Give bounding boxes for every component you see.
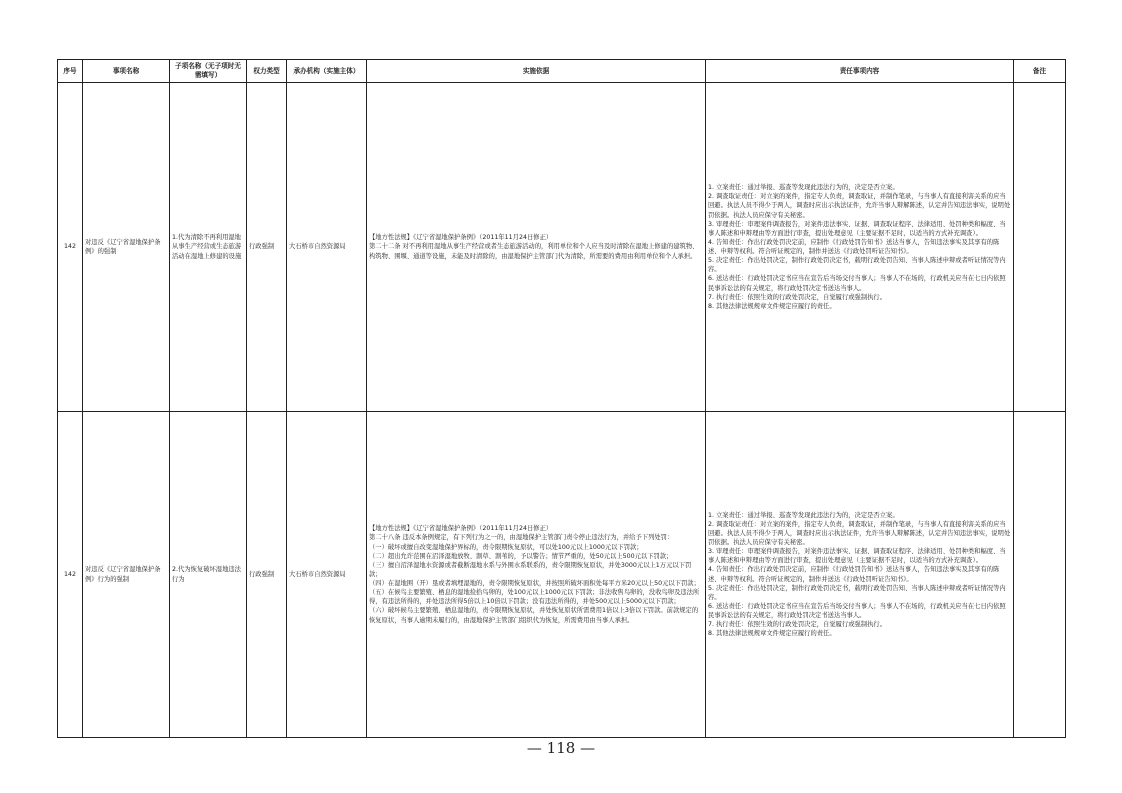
duty-line: 7. 执行责任：依照生效的行政处罚决定，自觉履行或强制执行。	[708, 293, 887, 301]
basis-line: （二）超出允许范围在沼泽湿地放牧、割草、割苇的，予以警告；情节严重的，处50元以上500元以下罚款；	[369, 552, 673, 560]
duty-cell	[706, 412, 1014, 738]
basis-line: （四）在湿地围（开）垦或者填埋湿地的，责令限期恢复原状，并按照所破坏面积处每平方米20元以上50元以下罚款；	[369, 580, 700, 588]
power-type-cell: 行政强制	[247, 412, 287, 738]
basis-title: 【地方性法规】《辽宁省湿地保护条例》（2011年11月24日修正）	[369, 525, 553, 533]
basis-line: （五）在候鸟主要繁殖、栖息的湿地捡拾鸟卵的，处100元以上1000元以下罚款；非法收售鸟卵的，没收鸟卵及违法所得，有违法所得的，并处违法所得5倍以上10倍以下罚款；没有违法所得的，并处500元以上5000元以下罚款；	[369, 589, 700, 606]
duty-line: 4. 告知责任：作出行政处罚决定前，应制作《行政处罚告知书》送达当事人，告知违法事实及其享有的陈述、申辩等权利。符合听证规定的，制作并送达《行政处罚听证告知书》。	[708, 238, 1000, 255]
header-basis: 实施依据	[367, 60, 706, 83]
page-number: — 118 —	[526, 739, 596, 757]
duty-line: 6. 送达责任：行政处罚决定书应当在宣告后当场交付当事人；当事人不在场的，行政机关应当在七日内依照民事诉讼法的有关规定，将行政处罚决定书送达当事人。	[708, 275, 1006, 292]
duty-line: 1. 立案责任：通过举报、巡查等发现此违法行为的，决定是否立案。	[708, 184, 899, 192]
duty-line: 3. 审理责任：审理案件调查报告，对案件违法事实、证据、调查取证程序、法律适用、处罚种类和幅度、当事人陈述和申辩理由等方面进行审查，提出处理意见（主要证据不足时，以适当的方式补充调查）。	[708, 548, 1006, 565]
table-row	[58, 412, 1066, 738]
table-header-row	[58, 60, 1066, 83]
header-remark: 备注	[1014, 60, 1066, 83]
basis-line: （三）擅自沼泽湿地水资源或者截断湿地水系与外围水系联系的，责令限期恢复原状，并处3000元以上1万元以下罚款；	[369, 561, 692, 578]
header-item-name: 事项名称	[83, 60, 170, 83]
duty-line: 2. 调查取证责任：对立案的案件，指定专人负责，调查取证，并制作笔录，与当事人有直接利害关系的应当回避。执法人员不得少于两人，调查时应出示执法证件，允许当事人辩解陈述，认定并告知违法事实，说明处罚依据。执法人员应保守有关秘密。	[708, 193, 1011, 219]
header-sub-item: 子项名称（无子项时无需填写）	[170, 60, 247, 83]
duty-line: 3. 审理责任：审理案件调查报告，对案件违法事实、证据、调查取证程序、法律适用、处罚种类和幅度、当事人陈述和申辩理由等方面进行审查，提出处理意见（主要证据不足时，以适当的方式补充调查）。	[708, 220, 1006, 237]
duty-line: 8. 其他法律法规规章文件规定应履行的责任。	[708, 302, 836, 310]
table-row	[58, 83, 1066, 412]
header-seq: 序号	[58, 60, 83, 83]
basis-cell	[367, 83, 706, 412]
duty-line: 7. 执行责任：依照生效的行政处罚决定，自觉履行或强制执行。	[708, 621, 887, 629]
basis-line: 第二十二条 对不再利用湿地从事生产经营或者生态旅游活动的，利用单位和个人应当及时清除在湿地上修建的建筑物、构筑物、围堰、通道等设施，未能及时清除的，由湿地保护主管部门代为清除，所需要的费用由利用单位和个人承担。	[369, 243, 699, 260]
basis-line: （六）破坏候鸟主要繁殖、栖息湿地的，责令限期恢复原状，并处恢复原状所需费用1倍以上3倍以下罚款。前款规定的恢复原状，当事人逾期未履行的，由湿地保护主管部门组织代为恢复，所需费用由当事人承担。	[369, 607, 699, 624]
duty-line: 2. 调查取证责任：对立案的案件，指定专人负责，调查取证，并制作笔录，与当事人有直接利害关系的应当回避。执法人员不得少于两人，调查时应出示执法证件，允许当事人辩解陈述，认定并告知违法事实，说明处罚依据。执法人员应保守有关秘密。	[708, 520, 1011, 546]
header-power-type: 权力类型	[247, 60, 287, 83]
duty-line: 4. 告知责任：作出行政处罚决定前，应制作《行政处罚告知书》送达当事人，告知违法事实及其享有的陈述、申辩等权利。符合听证规定的，制作并送达《行政处罚听证告知书》。	[708, 566, 1000, 583]
duty-line: 1. 立案责任：通过举报、巡查等发现此违法行为的，决定是否立案。	[708, 511, 899, 519]
item-name-cell: 对违反《辽宁省湿地保护条例》行为的强制	[83, 412, 170, 738]
duty-line: 5. 决定责任：作出处罚决定，制作行政处罚决定书，载明行政处罚告知、当事人陈述申辩或者听证情况等内容。	[708, 257, 1006, 274]
basis-line: 第二十八条 违反本条例规定，有下列行为之一的，由湿地保护主管部门责令停止违法行为，并给予下列处罚：	[369, 534, 674, 542]
agency-cell: 大石桥市自然资源局	[287, 83, 367, 412]
sub-item-cell: 2.代为恢复破坏湿地违法行为	[170, 412, 247, 738]
power-list-table	[57, 59, 1066, 738]
sub-item-cell: 1.代为清除不再利用湿地从事生产经营或生态旅游活动在湿地上修建的设施	[170, 83, 247, 412]
duty-line: 6. 送达责任：行政处罚决定书应当在宣告后当场交付当事人；当事人不在场的，行政机关应当在七日内依照民事诉讼法的有关规定，将行政处罚决定书送达当事人。	[708, 602, 1006, 619]
header-duty: 责任事项内容	[706, 60, 1014, 83]
remark-cell	[1014, 83, 1066, 412]
agency-cell: 大石桥市自然资源局	[287, 412, 367, 738]
seq-cell: 142	[58, 83, 83, 412]
duty-line: 5. 决定责任：作出处罚决定，制作行政处罚决定书，载明行政处罚告知、当事人陈述申辩或者听证情况等内容。	[708, 584, 1006, 601]
basis-cell	[367, 412, 706, 738]
basis-title: 【地方性法规】《辽宁省湿地保护条例》（2011年11月24日修正）	[369, 234, 553, 242]
duty-cell	[706, 83, 1014, 412]
header-agency: 承办机构（实施主体）	[287, 60, 367, 83]
basis-line: （一）破坏或擅自改变湿地保护界标的，责令限期恢复原状，可以处100元以上1000元以下罚款；	[369, 543, 643, 551]
item-name-cell: 对违反《辽宁省湿地保护条例》的强制	[83, 83, 170, 412]
seq-cell: 142	[58, 412, 83, 738]
remark-cell	[1014, 412, 1066, 738]
power-type-cell: 行政强制	[247, 83, 287, 412]
duty-line: 8. 其他法律法规规章文件规定应履行的责任。	[708, 630, 836, 638]
